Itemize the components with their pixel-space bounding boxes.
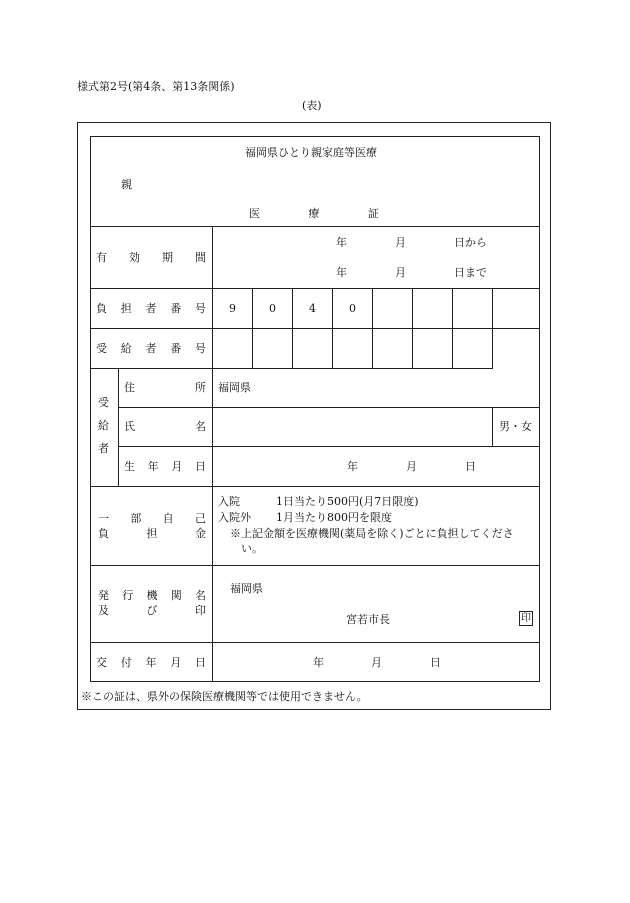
inpatient-label: 入院 <box>218 495 240 508</box>
inpatient-amount: 1日当たり500円(月7日限度) <box>276 495 419 508</box>
outpatient-label: 入院外 <box>218 511 251 524</box>
issuer-mayor: 宮若市長 <box>346 613 390 626</box>
copay-label-line1: 一 部 自 己 <box>98 512 206 525</box>
recipient-group-label-2: 給 <box>98 419 109 432</box>
validity-label: 有 効 期 間 <box>96 251 206 264</box>
issue-month: 月 <box>371 656 382 669</box>
card-title-oya: 親 <box>121 178 132 191</box>
validity-from-day: 日から <box>454 236 487 249</box>
validity-to-month: 月 <box>395 266 406 279</box>
payer-digit: 0 <box>269 302 276 315</box>
form-reference: 様式第2号(第4条、第13条関係) <box>77 80 235 93</box>
birth-day: 日 <box>465 460 476 473</box>
birth-month: 月 <box>406 460 417 473</box>
validity-to-day: 日まで <box>454 266 487 279</box>
validity-from-month: 月 <box>395 236 406 249</box>
copay-note-line1: ※上記金額を医療機関(薬局を除く)ごとに負担してくださ <box>230 527 514 540</box>
copay-note-line2: い。 <box>241 542 263 555</box>
recipient-group-label-1: 受 <box>98 396 109 409</box>
gender-choice: 男・女 <box>499 420 532 433</box>
recipient-group-label-3: 者 <box>98 442 109 455</box>
card-title-line2: 医 療 証 <box>249 207 379 220</box>
outpatient-amount: 1月当たり800円を限度 <box>276 511 392 524</box>
issuer-label-line1: 発 行 機 関 名 <box>98 589 206 602</box>
recipient-number-label: 受 給 者 番 号 <box>96 342 206 355</box>
card-title-line1: 福岡県ひとり親家庭等医療 <box>245 146 377 159</box>
issuer-prefecture: 福岡県 <box>230 582 263 595</box>
issue-day: 日 <box>430 656 441 669</box>
payer-digit: 0 <box>349 302 356 315</box>
seal-mark: 印 <box>521 613 531 624</box>
validity-from-year: 年 <box>336 236 347 249</box>
address-value: 福岡県 <box>218 381 251 394</box>
payer-number-label: 負 担 者 番 号 <box>96 302 206 315</box>
issuer-label-line2: 及 び 印 <box>98 604 206 617</box>
birth-year: 年 <box>347 460 358 473</box>
issue-year: 年 <box>313 656 324 669</box>
name-label: 氏 名 <box>124 420 206 433</box>
address-label: 住 所 <box>124 381 206 394</box>
payer-digit: 9 <box>229 302 236 315</box>
usage-restriction-note: ※この証は、県外の保険医療機関等では使用できません。 <box>81 690 368 703</box>
front-side-label: (表) <box>302 99 322 112</box>
validity-to-year: 年 <box>336 266 347 279</box>
copay-label-line2: 負 担 金 <box>98 527 206 540</box>
birth-date-label: 生 年 月 日 <box>124 460 206 473</box>
payer-digit: 4 <box>309 302 316 315</box>
issue-date-label: 交 付 年 月 日 <box>96 656 206 669</box>
